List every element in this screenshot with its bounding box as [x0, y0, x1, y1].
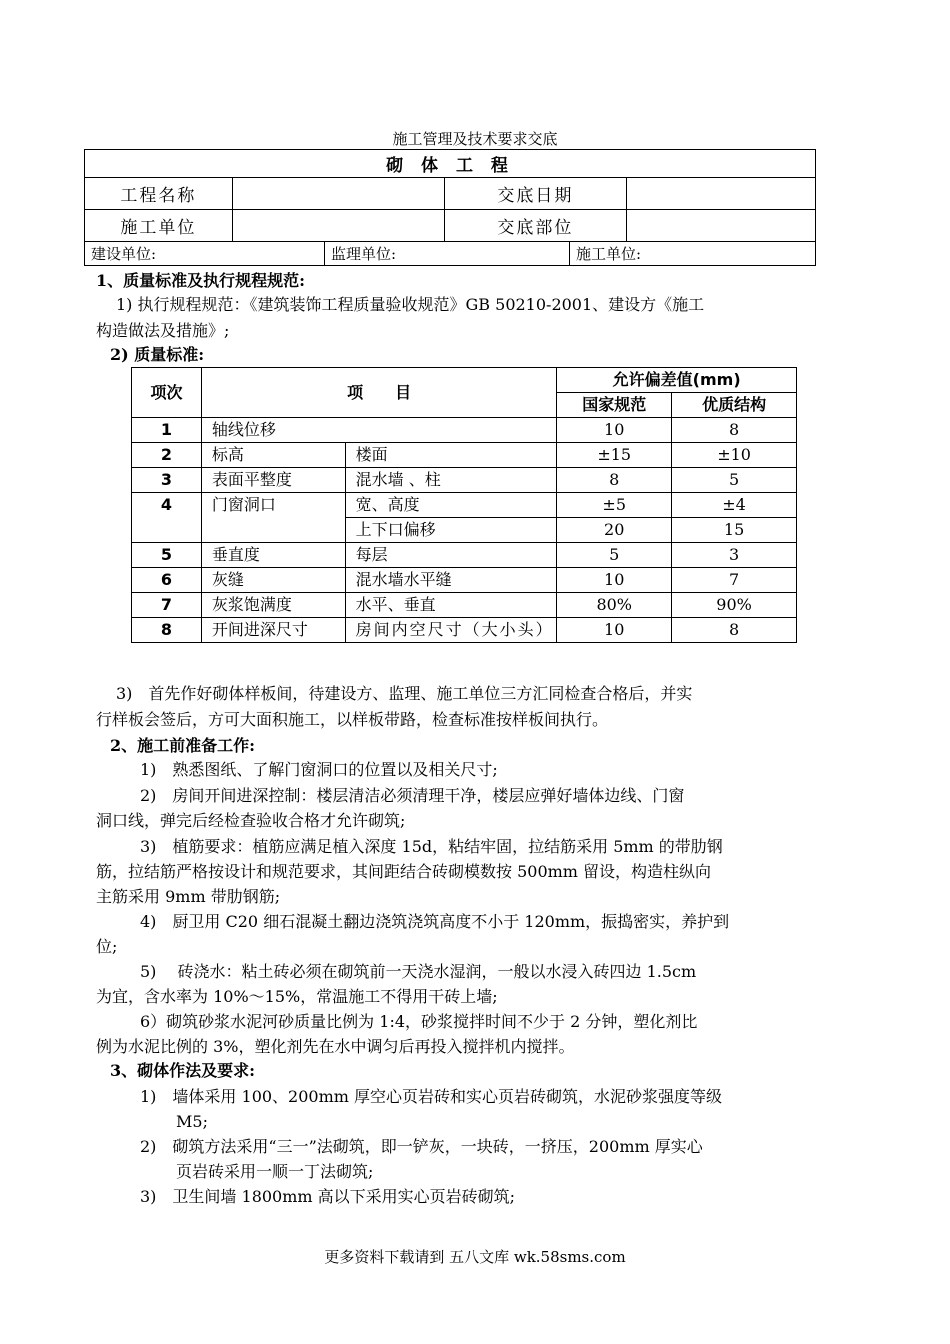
prep-item-5-line2: 为宜，含水率为 10%～15%，常温施工不得用干砖上墙; — [96, 987, 498, 1006]
parties-table — [84, 241, 816, 266]
quality-standard-label: 2) 质量标准: — [110, 345, 205, 364]
prep-item-3-line2: 筋，拉结筋严格按设计和规范要求，其间距结合砖砌模数按 500mm 留设，构造柱纵向 — [96, 862, 712, 881]
col-header-premium: 优质结构 — [672, 393, 797, 418]
quality-standard-table — [131, 367, 797, 643]
col-header-tolerance: 允许偏差值(mm) — [557, 368, 797, 393]
supervisor-unit-label: 监理单位: — [325, 242, 570, 266]
table-row: 5 垂直度 每层 5 3 — [132, 543, 797, 568]
masonry-item-1-line1: 1) 墙体采用 100、200mm 厚空心页岩砖和实心页岩砖砌筑，水泥砂浆强度等级 — [140, 1087, 723, 1106]
owner-unit-label: 建设单位: — [85, 242, 325, 266]
table-row: 1 轴线位移 10 8 — [132, 418, 797, 443]
table-row: 8 开间进深尺寸 房间内空尺寸（大小头） 10 8 — [132, 618, 797, 643]
table-row: 4 门窗洞口 宽、高度 ±5 ±4 — [132, 493, 797, 518]
header-table — [84, 149, 816, 242]
masonry-item-1-line2: M5; — [176, 1112, 208, 1131]
col-header-item: 项 目 — [201, 368, 556, 418]
col-header-no: 项次 — [132, 368, 202, 418]
sample-room-line1: 3) 首先作好砌体样板间，待建设方、监理、施工单位三方汇同检查合格后，并实 — [116, 684, 693, 703]
handover-location-label: 交底部位 — [444, 210, 627, 242]
section-1-para-line2: 构造做法及措施》; — [96, 321, 230, 340]
section-2-heading: 2、施工前准备工作: — [110, 736, 256, 755]
project-name-value — [232, 178, 444, 210]
footer-link-text: 更多资料下载请到 五八文库 wk.58sms.com — [324, 1248, 626, 1266]
prep-item-1: 1) 熟悉图纸、了解门窗洞口的位置以及相关尺寸; — [140, 760, 498, 779]
masonry-item-2-line2: 页岩砖采用一顺一丁法砌筑; — [176, 1162, 374, 1181]
project-type: 砌 体 工 程 — [85, 150, 816, 178]
prep-item-3-line3: 主筋采用 9mm 带肋钢筋; — [96, 887, 281, 906]
handover-date-value — [627, 178, 816, 210]
prep-item-5-line1: 5) 砖浇水：粘土砖必须在砌筑前一天浇水湿润，一般以水浸入砖四边 1.5cm — [140, 962, 697, 981]
sample-room-line2: 行样板会签后，方可大面积施工，以样板带路，检查标准按样板间执行。 — [96, 710, 609, 729]
prep-item-4-line1: 4) 厨卫用 C20 细石混凝土翻边浇筑浇筑高度不小于 120mm，振捣密实，养护到 — [140, 912, 730, 931]
prep-item-4-line2: 位; — [96, 937, 118, 956]
section-1-heading: 1、质量标准及执行规程规范: — [96, 271, 306, 290]
section-1-para-line1: 1) 执行规程规范：《建筑装饰工程质量验收规范》GB 50210-2001、建设方《施工 — [116, 295, 705, 314]
col-header-national: 国家规范 — [557, 393, 672, 418]
table-row: 上下口偏移 20 15 — [132, 518, 797, 543]
prep-item-6-line1: 6）砌筑砂浆水泥河砂质量比例为 1:4，砂浆搅拌时间不少于 2 分钟，塑化剂比 — [140, 1012, 698, 1031]
contractor-value — [232, 210, 444, 242]
prep-item-6-line2: 例为水泥比例的 3%，塑化剂先在水中调匀后再投入搅拌机内搅拌。 — [96, 1037, 575, 1056]
handover-date-label: 交底日期 — [444, 178, 627, 210]
document-title: 施工管理及技术要求交底 — [392, 130, 558, 148]
prep-item-3-line1: 3) 植筋要求：植筋应满足植入深度 15d，粘结牢固，拉结筋采用 5mm 的带肋钢 — [140, 837, 723, 856]
project-name-label: 工程名称 — [85, 178, 233, 210]
handover-location-value — [627, 210, 816, 242]
masonry-item-2-line1: 2) 砌筑方法采用“三一”法砌筑，即一铲灰，一块砖，一挤压，200mm 厚实心 — [140, 1137, 703, 1156]
masonry-item-3: 3) 卫生间墙 1800mm 高以下采用实心页岩砖砌筑; — [140, 1187, 516, 1206]
prep-item-2-line2: 洞口线，弹完后经检查验收合格才允许砌筑; — [96, 811, 406, 830]
table-row: 6 灰缝 混水墙水平缝 10 7 — [132, 568, 797, 593]
contractor-label: 施工单位 — [85, 210, 233, 242]
section-3-heading: 3、砌体作法及要求: — [110, 1061, 256, 1080]
construction-unit-label: 施工单位: — [570, 242, 816, 266]
table-row: 7 灰浆饱满度 水平、垂直 80% 90% — [132, 593, 797, 618]
table-row: 2 标高 楼面 ±15 ±10 — [132, 443, 797, 468]
table-row: 3 表面平整度 混水墙 、柱 8 5 — [132, 468, 797, 493]
prep-item-2-line1: 2) 房间开间进深控制：楼层清洁必须清理干净，楼层应弹好墙体边线、门窗 — [140, 786, 685, 805]
